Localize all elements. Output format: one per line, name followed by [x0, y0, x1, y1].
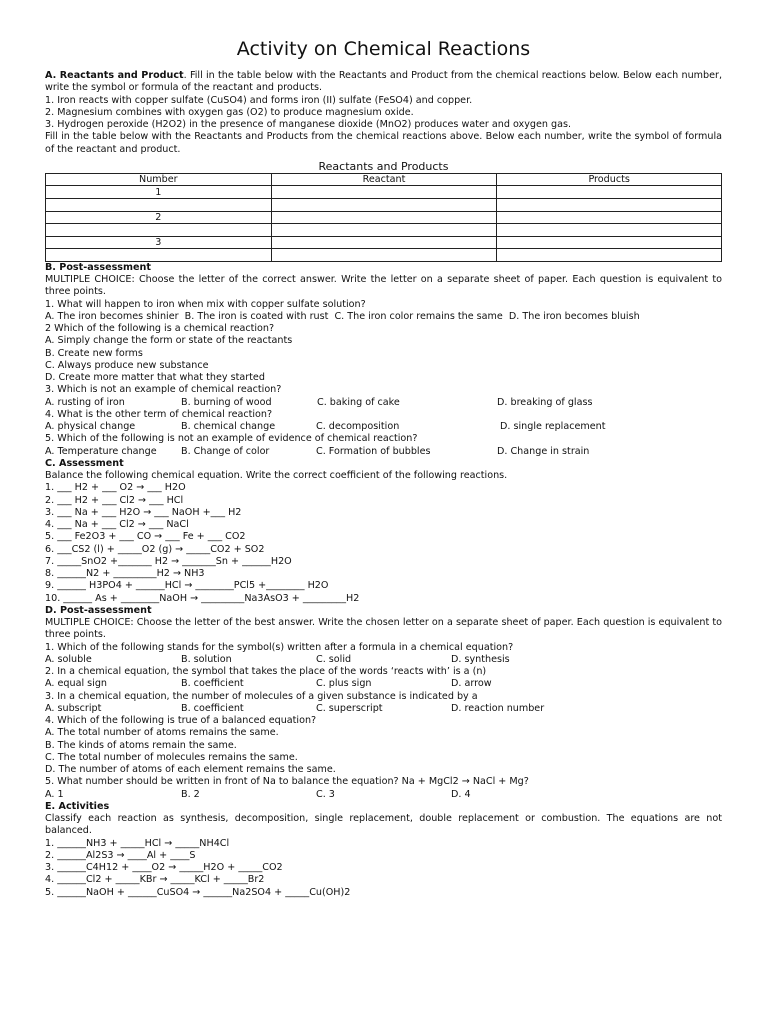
section-a-item: 3. Hydrogen peroxide (H2O2) in the presence of manganese dioxide (MnO2) produces water and oxygen gas.: [45, 119, 572, 130]
table-cell[interactable]: [497, 224, 722, 237]
answer-option: D. reaction number: [451, 702, 545, 714]
table-row: [46, 211, 722, 224]
table-cell[interactable]: [497, 236, 722, 249]
answer-option: D. The number of atoms of each element remains the same.: [45, 764, 336, 776]
answer-option: A. subscript: [45, 702, 102, 714]
reactants-products-table: [45, 173, 722, 262]
answer-option: B. burning of wood: [181, 396, 272, 408]
answer-option: A. Simply change the form or state of the reactants: [45, 335, 293, 347]
answer-options: [45, 654, 722, 666]
answer-option: D. single replacement: [500, 421, 606, 433]
answer-options: [45, 446, 722, 458]
section-e-heading: E. Activities: [45, 800, 110, 812]
answer-options: A. The iron becomes shinier B. The iron is coated with rust C. The iron color remains the same D. The iron becomes bluish: [45, 310, 640, 322]
question: 1. What will happen to iron when mix with copper sulfate solution?: [45, 298, 366, 310]
section-a-item: 1. Iron reacts with copper sulfate (CuSO4) and forms iron (II) sulfate (FeSO4) and copper.: [45, 94, 473, 106]
equation: 4. ___ Na + ___ Cl2 → ___ NaCl: [45, 519, 189, 531]
table-cell[interactable]: [271, 249, 497, 262]
answer-option: A. soluble: [45, 653, 92, 665]
answer-option: C. solid: [316, 653, 352, 665]
equation: 1. ______NH3 + _____HCl → _____NH4Cl: [45, 837, 230, 849]
answer-option: C. 3: [316, 788, 335, 800]
table-caption: Reactants and Products: [318, 159, 449, 173]
table-row: [46, 236, 722, 249]
equation: 7. _____SnO2 +_______ H2 → _______Sn + ______H2O: [45, 555, 292, 567]
table-cell[interactable]: [497, 249, 722, 262]
document-page: [45, 36, 722, 899]
section-e-instruction: Classify each reaction as synthesis, decomposition, single replacement, double replacement or combustion. The equations are not balanced.: [45, 813, 722, 837]
question: 3. Which is not an example of chemical reaction?: [45, 384, 282, 396]
answer-option: B. chemical change: [181, 421, 276, 433]
table-cell[interactable]: [497, 198, 722, 211]
equation: 8. ______N2 + _________H2 → NH3: [45, 568, 205, 580]
answer-options: [45, 789, 722, 801]
table-header-cell: Number: [46, 173, 272, 186]
section-d-heading: D. Post-assessment: [45, 604, 152, 616]
table-cell[interactable]: [271, 211, 497, 224]
section-b-instructions: MULTIPLE CHOICE: Choose the letter of the correct answer. Write the letter on a separate sheet of paper. Each question is equivalent to three points.: [45, 274, 722, 298]
answer-option: B. coefficient: [181, 702, 244, 714]
answer-options: [45, 703, 722, 715]
answer-option: A. equal sign: [45, 678, 107, 690]
section-c-heading: C. Assessment: [45, 457, 124, 469]
question: 3. In a chemical equation, the number of molecules of a given substance is indicated by a: [45, 690, 478, 702]
table-cell-number: [46, 249, 272, 262]
answer-option: A. rusting of iron: [45, 396, 125, 408]
section-a-heading: A. Reactants and Product: [45, 70, 184, 81]
table-row: [46, 198, 722, 211]
answer-option: C. baking of cake: [317, 396, 400, 408]
answer-option: D. synthesis: [451, 653, 510, 665]
answer-option: B. Change of color: [181, 445, 270, 457]
question: 1. Which of the following stands for the symbol(s) written after a formula in a chemical equation?: [45, 641, 514, 653]
answer-option: A. 1: [45, 788, 64, 800]
answer-option: B. solution: [181, 653, 232, 665]
table-cell[interactable]: [271, 186, 497, 199]
table-cell[interactable]: [497, 186, 722, 199]
equation: 5. ______NaOH + ______CuSO4 → ______Na2SO4 + _____Cu(OH)2: [45, 886, 351, 898]
answer-options: [45, 678, 722, 690]
answer-option: A. physical change: [45, 421, 136, 433]
table-header-cell: Reactant: [271, 173, 497, 186]
section-a-intro: [45, 70, 722, 95]
answer-option: B. Create new forms: [45, 347, 143, 359]
answer-option: D. Change in strain: [497, 445, 590, 457]
table-row: [46, 249, 722, 262]
section-a-instruction: Fill in the table below with the Reactants and Products from the chemical reactions above. Below each number, write the symbol of formula of the reactant and product.: [45, 131, 722, 155]
equation: 3. ______C4H12 + ____O2 → _____H2O + _____CO2: [45, 862, 283, 874]
question: 5. Which of the following is not an example of evidence of chemical reaction?: [45, 433, 418, 445]
table-cell[interactable]: [497, 211, 722, 224]
answer-option: C. Always produce new substance: [45, 359, 209, 371]
equation: 2. ______Al2S3 → ____Al + ____S: [45, 849, 196, 861]
answer-option: A. The total number of atoms remains the same.: [45, 727, 279, 739]
table-header-row: [46, 173, 722, 186]
document-title: Activity on Chemical Reactions: [236, 38, 531, 60]
equation: 6. ___CS2 (l) + _____O2 (g) → _____CO2 + SO2: [45, 543, 265, 555]
question: 2 Which of the following is a chemical reaction?: [45, 323, 275, 335]
table-cell-number: 2: [46, 211, 272, 224]
equation: 10. ______ As + ________NaOH → _________Na3AsO3 + _________H2: [45, 592, 360, 604]
question: 4. Which of the following is true of a balanced equation?: [45, 715, 317, 727]
table-header-cell: Products: [497, 173, 722, 186]
answer-option: C. superscript: [316, 702, 383, 714]
table-cell[interactable]: [271, 236, 497, 249]
answer-option: C. decomposition: [316, 421, 400, 433]
section-b-heading: B. Post-assessment: [45, 261, 151, 273]
section-a-item: 2. Magnesium combines with oxygen gas (O2) to produce magnesium oxide.: [45, 106, 414, 118]
equation: 9. ______ H3PO4 + ______HCl → ________PCl5 +________ H2O: [45, 580, 329, 592]
equation: 5. ___ Fe2O3 + ___ CO → ___ Fe + ___ CO2: [45, 531, 246, 543]
section-c-instruction: Balance the following chemical equation. Write the correct coefficient of the following reactions.: [45, 470, 508, 482]
answer-option: C. plus sign: [316, 678, 372, 690]
table-cell-number: 3: [46, 236, 272, 249]
answer-option: B. coefficient: [181, 678, 244, 690]
answer-options: [45, 421, 722, 433]
answer-options: [45, 397, 722, 409]
answer-option: A. Temperature change: [45, 445, 157, 457]
equation: 1. ___ H2 + ___ O2 → ___ H2O: [45, 482, 186, 494]
answer-option: D. Create more matter that what they started: [45, 372, 265, 384]
answer-option: D. breaking of glass: [497, 396, 593, 408]
table-cell-number: [46, 224, 272, 237]
section-a-intro-text: . Fill in the table below with the Reactants and Product from the chemical reactions below. Below each number, write the symbol or formula of the reactant and products.: [45, 70, 723, 94]
table-cell[interactable]: [271, 224, 497, 237]
answer-option: B. The kinds of atoms remain the same.: [45, 739, 237, 751]
question: 2. In a chemical equation, the symbol that takes the place of the words ‘reacts with’ is a (n): [45, 666, 487, 678]
answer-option: B. 2: [181, 788, 200, 800]
equation: 3. ___ Na + ___ H2O → ___ NaOH +___ H2: [45, 506, 242, 518]
table-row: [46, 224, 722, 237]
table-cell-number: 1: [46, 186, 272, 199]
answer-option: D. arrow: [451, 678, 492, 690]
answer-option: D. 4: [451, 788, 471, 800]
answer-option: C. The total number of molecules remains the same.: [45, 751, 298, 763]
table-cell[interactable]: [271, 198, 497, 211]
equation: 2. ___ H2 + ___ Cl2 → ___ HCl: [45, 494, 184, 506]
question: 4. What is the other term of chemical reaction?: [45, 408, 273, 420]
table-row: [46, 186, 722, 199]
table-cell-number: [46, 198, 272, 211]
answer-option: C. Formation of bubbles: [316, 445, 431, 457]
equation: 4. ______Cl2 + _____KBr → _____KCl + _____Br2: [45, 874, 265, 886]
section-d-instructions: MULTIPLE CHOICE: Choose the letter of the best answer. Write the chosen letter on a separate sheet of paper. Each question is equivalent to three points.: [45, 617, 722, 641]
question: 5. What number should be written in front of Na to balance the equation? Na + MgCl2 → NaCl + Mg?: [45, 776, 529, 788]
